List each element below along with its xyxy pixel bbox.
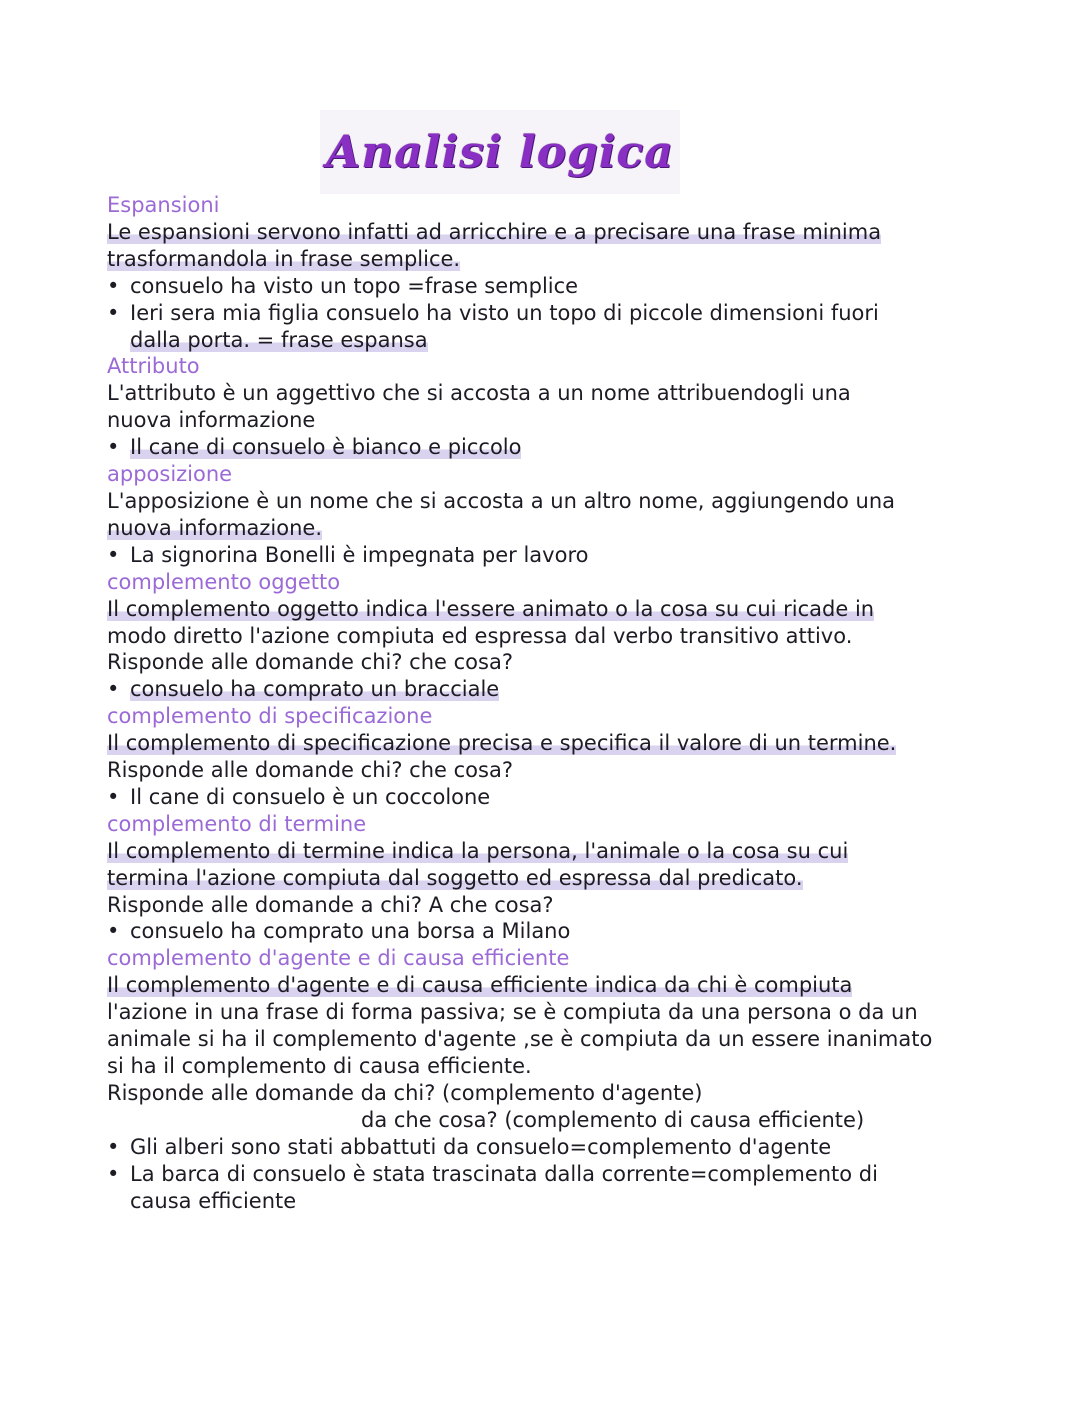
text-line: da che cosa? (complemento di causa efficiente) [361, 1107, 865, 1132]
heading-termine: complemento di termine [107, 811, 367, 836]
bullet-item: • Gli alberi sono stati abbattuti da consuelo=complemento d'agente [107, 1134, 977, 1161]
title-banner [320, 110, 680, 194]
heading-agente: complemento d'agente e di causa efficiente [107, 946, 570, 971]
page-title: Analisi logica [326, 126, 674, 178]
bullet-item: • La signorina Bonelli è impegnata per lavoro [107, 542, 977, 569]
text-line: l'azione in una frase di forma passiva; se è compiuta da una persona o da un [107, 1000, 918, 1025]
text-line: Il complemento di specificazione precisa e specifica il valore di un termine. [107, 731, 897, 756]
heading-attributo: Attributo [107, 354, 200, 379]
text-line: nuova informazione. [107, 515, 323, 540]
bullet-item: • consuelo ha visto un topo =frase semplice [107, 273, 977, 300]
bullet-item: • Il cane di consuelo è un coccolone [107, 784, 977, 811]
text-line: Risponde alle domande a chi? A che cosa? [107, 892, 554, 917]
heading-espansioni: Espansioni [107, 193, 220, 217]
bullet-item: • Ieri sera mia figlia consuelo ha visto un topo di piccole dimensioni fuori [107, 300, 977, 327]
text-line: trasformandola in frase semplice. [107, 246, 461, 271]
bullet-item: • consuelo ha comprato un bracciale [107, 676, 977, 703]
bullet-item: • Il cane di consuelo è bianco e piccolo [107, 434, 977, 461]
text-line: si ha il complemento di causa efficiente. [107, 1054, 532, 1078]
heading-oggetto: complemento oggetto [107, 569, 341, 594]
text-line: L'apposizione è un nome che si accosta a un altro nome, aggiungendo una [107, 488, 896, 513]
text-line: modo diretto l'azione compiuta ed espressa dal verbo transitivo attivo. [107, 623, 853, 648]
text-line: Risponde alle domande chi? che cosa? [107, 650, 513, 675]
bullet-continuation: causa efficiente [130, 1188, 297, 1213]
text-line: animale si ha il complemento d'agente ,se è compiuta da un essere inanimato [107, 1027, 933, 1052]
text-line: Il complemento d'agente e di causa efficiente indica da chi è compiuta [107, 973, 853, 998]
text-line: Le espansioni servono infatti ad arricchire e a precisare una frase minima [107, 219, 882, 244]
text-line: termina l'azione compiuta dal soggetto ed espressa dal predicato. [107, 865, 803, 890]
bullet-item: • La barca di consuelo è stata trascinata dalla corrente=complemento di [107, 1161, 977, 1188]
text-line: Risponde alle domande da chi? (complemento d'agente) [107, 1080, 703, 1105]
notes-content [107, 192, 977, 1214]
text-line: Il complemento di termine indica la persona, l'animale o la cosa su cui [107, 838, 849, 863]
heading-specificazione: complemento di specificazione [107, 704, 433, 729]
heading-apposizione: apposizione [107, 462, 233, 487]
text-line: L'attributo è un aggettivo che si accosta a un nome attribuendogli una [107, 381, 851, 406]
text-line: nuova informazione [107, 408, 316, 433]
text-line: Il complemento oggetto indica l'essere animato o la cosa su cui ricade in [107, 596, 875, 621]
bullet-continuation: dalla porta. = frase espansa [130, 327, 428, 352]
text-line: Risponde alle domande chi? che cosa? [107, 758, 513, 783]
bullet-item: • consuelo ha comprato una borsa a Milano [107, 918, 977, 945]
